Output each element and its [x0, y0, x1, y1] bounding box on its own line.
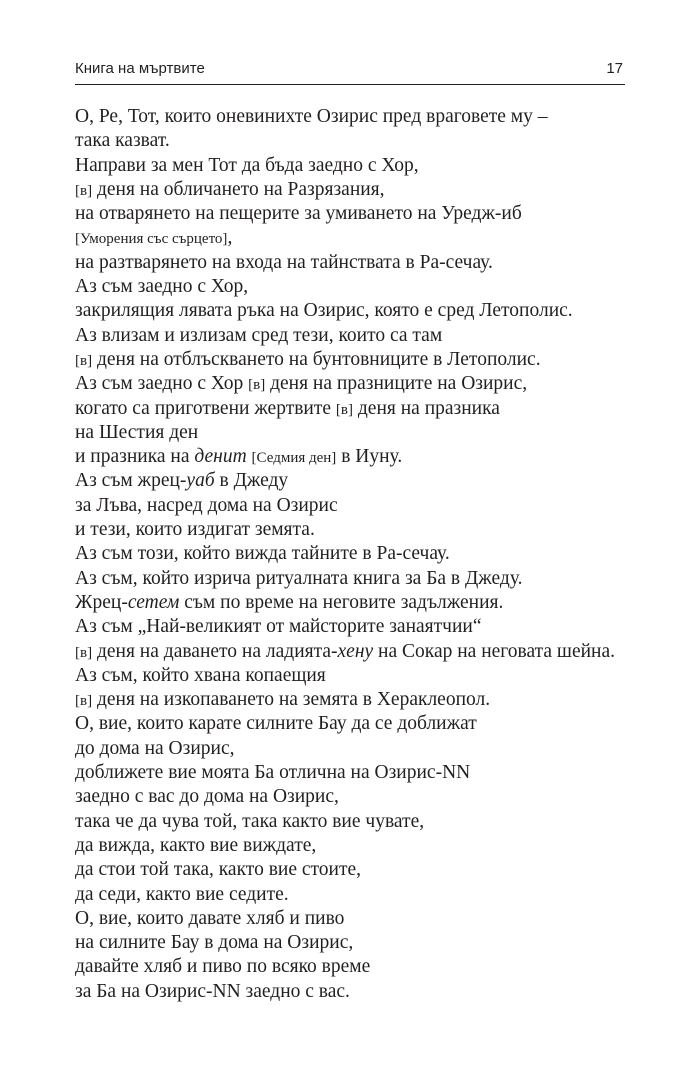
text-segment: Аз съм, който изрича ритуалната книга за Ба в Джеду. [75, 567, 523, 589]
italic-term: сетем [127, 591, 180, 613]
header-rule [75, 84, 625, 85]
text-segment: деня на отблъскването на бунтовниците в Летополис. [92, 348, 541, 370]
text-line [75, 931, 635, 955]
editorial-bracket: [в] [75, 182, 93, 199]
text-line [75, 858, 635, 882]
italic-term: уаб [186, 470, 215, 492]
text-line [75, 299, 635, 323]
text-segment: Жрец- [75, 591, 128, 613]
text-line [75, 591, 635, 615]
text-segment: на Сокар на неговата шейна. [373, 640, 616, 662]
text-segment: деня на даването на ладията- [92, 640, 338, 662]
text-segment: и празника на [75, 446, 195, 468]
text-line [75, 785, 635, 809]
text-line [75, 494, 635, 518]
text-segment: деня на изкопаването на земята в Хераклеопол. [92, 689, 491, 711]
book-title: Книга на мъртвите [75, 60, 205, 77]
editorial-bracket: [в] [75, 352, 93, 369]
text-line [75, 761, 635, 785]
text-segment: деня на обличането на Разрязания, [92, 178, 385, 200]
text-segment: когато са приготвени жертвите [75, 397, 336, 419]
page-number: 17 [606, 60, 623, 77]
text-line [75, 372, 635, 396]
text-segment: Аз съм жрец- [75, 470, 187, 492]
text-line [75, 955, 635, 979]
text-segment: така казват. [75, 130, 170, 152]
text-segment: в Иуну. [336, 446, 403, 468]
text-line [75, 567, 635, 591]
text-segment: Аз влизам и излизам сред тези, които са там [75, 324, 443, 346]
text-segment: за Ба на Озирис-NN заедно с вас. [75, 980, 350, 1002]
text-line [75, 397, 635, 421]
text-segment: деня на празниците на Озирис, [265, 373, 528, 395]
text-line [75, 202, 635, 226]
text-line [75, 129, 635, 153]
text-line [75, 275, 635, 299]
text-line [75, 712, 635, 736]
text-segment: О, вие, които давате хляб и пиво [75, 907, 345, 929]
text-segment: така че да чува той, така както вие чувате, [75, 810, 425, 832]
text-segment: доближете вие моята Ба отлична на Озирис-NN [75, 762, 471, 784]
text-line [75, 445, 635, 469]
text-segment: съм по време на неговите задължения. [179, 591, 504, 613]
text-line [75, 518, 635, 542]
text-segment: деня на празника [353, 397, 500, 419]
text-line [75, 178, 635, 202]
text-segment: Аз съм заедно с Хор, [75, 276, 249, 298]
text-line [75, 980, 635, 1004]
editorial-bracket: [в] [75, 693, 93, 710]
text-line [75, 907, 635, 931]
text-line [75, 542, 635, 566]
italic-term: хену [337, 640, 374, 662]
text-segment: да стои той така, както вие стоите, [75, 859, 362, 881]
text-line [75, 154, 635, 178]
text-line [75, 883, 635, 907]
text-segment: да вижда, както вие виждате, [75, 834, 317, 856]
text-line [75, 348, 635, 372]
text-segment: , [227, 227, 233, 249]
text-line [75, 324, 635, 348]
body-text [75, 105, 635, 1004]
gloss: [Уморения със сърцето] [75, 231, 228, 248]
text-line [75, 251, 635, 275]
text-line [75, 640, 635, 664]
text-line [75, 421, 635, 445]
text-segment: на силните Бау в дома на Озирис, [75, 932, 354, 954]
text-line [75, 105, 635, 129]
text-segment: Аз съм заедно с Хор [75, 373, 249, 395]
text-segment: О, Ре, Тот, които оневинихте Озирис пред враговете му – [75, 106, 548, 127]
text-segment: до дома на Озирис, [75, 737, 235, 759]
text-line [75, 664, 635, 688]
running-head [75, 55, 625, 83]
editorial-bracket: [в] [75, 644, 93, 661]
text-line [75, 615, 635, 639]
text-segment: Аз съм този, който вижда тайните в Ра-сечау. [75, 543, 450, 565]
text-segment: Аз съм, който хвана копаещия [75, 664, 326, 686]
editorial-bracket: [в] [248, 377, 266, 394]
text-segment: за Лъва, насред дома на Озирис [75, 494, 338, 516]
text-segment: на отварянето на пещерите за умиването на Уредж-иб [75, 203, 522, 225]
gloss: [Седмия ден] [251, 450, 337, 467]
text-segment: в Джеду [214, 470, 289, 492]
text-line [75, 688, 635, 712]
text-segment: Аз съм „Най-великият от майсторите занаятчии“ [75, 616, 482, 638]
text-segment: на Шестия ден [75, 421, 199, 443]
text-line [75, 737, 635, 761]
text-segment: О, вие, които карате силните Бау да се доближат [75, 713, 477, 735]
text-line [75, 226, 635, 250]
text-segment: заедно с вас до дома на Озирис, [75, 786, 339, 808]
text-line [75, 810, 635, 834]
italic-term: денит [194, 446, 247, 468]
text-segment: на разтварянето на входа на тайнствата в Ра-сечау. [75, 251, 493, 273]
text-segment: да седи, както вие седите. [75, 883, 289, 905]
text-line [75, 834, 635, 858]
text-line [75, 469, 635, 493]
text-segment: давайте хляб и пиво по всяко време [75, 956, 371, 978]
text-segment: и тези, които издигат земята. [75, 519, 315, 541]
editorial-bracket: [в] [335, 401, 353, 418]
text-segment: закрилящия лявата ръка на Озирис, която е сред Летополис. [75, 300, 573, 322]
text-segment: Направи за мен Тот да бъда заедно с Хор, [75, 154, 419, 176]
